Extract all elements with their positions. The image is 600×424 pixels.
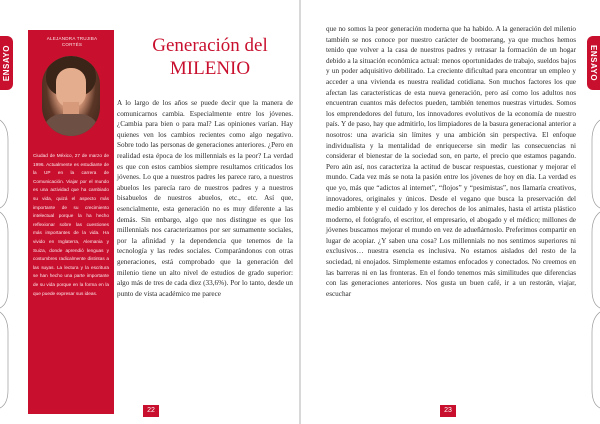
body-text-left: A lo largo de los años se puede decir que la manera de comunicarnos cambia. Especialmente entre los jóvenes. ¿Cambia para bien o para mal? Las opiniones varían. Hay quienes ven los cambios recientes como algo negativo. Sobre todo las personas de generaciones anteriores. ¿Pero en realidad esta época de los millennials es la peor? La verdad es que con estos cambios siempre resultamos criticados los jóvenes. Lo que a nuestros padres les parece raro, a nuestros abuelos les parecía raro de nuestros padres y a nuestros bisabuelos de nuestros abuelos, etc., etc. Así que, esencialmente, esta generación no es muy diferente a las demás. Sin embargo, algo que nos distingue es que los millennials nos caracterizamos por ser sumamente sociales, por la afinidad y la dependencia que tenemos de la tecnología y las redes sociales. Comparándonos con otras generaciones, está comprobado que la generación del milenio tiene un alto nivel de estudios de grado superior: algo más de tres de cada diez (33,6%). Por lo tanto, desde un punto de vista académico me parece xyxy=(117,99,293,298)
body-text-right: que no somos la peor generación moderna que ha habido. A la generación del milenio también se nos conoce por nuestro carácter de boomerang, ya que muchos hemos tenido que volver a la casa de nuestros padres y retrasar la formación de un hogar debido a la situación económica actual: menos oportunidades de trabajo, sueldos bajos y un poder adquisitivo debilitado. La creciente dificultad para encontrar un empleo y acceder a una vivienda es nuestra realidad cotidiana. Son muchos factores los que afectan las características de esta nueva generación, pero así como los adultos nos encuentran cuantos más defectos pueden, también tenemos nuestras virtudes. Somos los emprendedores del futuro, los innovadores evolutivos de la economía de nuestro país. Y de paso, hay que admitirlo, los limpiadores de la basura generacional anterior a nosotros: una avaricia sin límites y una ambición sin perspectiva. El enfoque individualista y la mentalidad de enriquecerse sin medir las consecuencias ni considerar el bienestar de la sociedad son, en parte, el precio que estamos pagando. Pero aún así, nos caracteriza la actitud de buscar respuestas, cuestionar y mejorar el mundo. Cada vez más se nota la pasión entre los jóvenes de hoy en día. La verdad es que yo, más que “adictos al internet”, “flojos” y “pesimistas”, nos llamaría creativos, innovadores, originales y únicos. Desde el vegano que busca la preservación del medio ambiente y el cuidado y los derechos de los animales, hasta el artista plástico moderno, el fotógrafo, el escritor, el empresario, el abogado y el médico; millones de jóvenes buscamos mejorar el mundo en vez de adueñárnoslo. Preferimos compartir en lugar de acopiar. ¿Y saben una cosa? Los millennials no nos sentimos superiores ni exclusivos… nuestra esencia es inclusiva. No estamos aislados del resto de la sociedad, ni enojados. Simplemente estamos enfocados y conectados. No creemos en las barreras ni en las fronteras. En el fondo tenemos más similitudes que diferencias con las generaciones anteriores. Nos gusta un buen café, ir a un restorán, viajar, escuchar xyxy=(326,25,576,298)
page-number-right: 23 xyxy=(440,405,456,417)
author-name xyxy=(30,36,114,48)
article-body-left xyxy=(117,98,293,398)
section-tab-left xyxy=(0,36,13,90)
section-tab-label: ENSAYO xyxy=(589,44,598,82)
section-tab-right xyxy=(587,36,600,90)
article-body-right xyxy=(326,24,576,399)
article-title-line2: MILENIO xyxy=(169,58,251,79)
author-photo xyxy=(42,56,100,136)
author-bio: Ciudad de México, 27 de marzo de 1996. Actualmente es estudiante de la UP en la carrera de Comunicación. Viajar por el mundo es una actividad que ha cambiado su vida, quizá el aspecto más importante de su crecimiento intelectual porque la ha hecho reflexionar sobre las cuestiones más importantes de la vida. Ha vivido en Inglaterra, Alemania y Suiza, donde aprendió lenguas y costumbres radicalmente distintas a las suyas. La lectura y la escritura se han hecho una parte importante de su vida porque en la forma en la que puede expresar sus ideas. xyxy=(33,153,109,296)
author-name-line1: ALEJANDRA TRUJIBA xyxy=(46,36,98,41)
article-title xyxy=(120,34,300,80)
author-name-line2: CORTÉS xyxy=(61,42,83,47)
article-title-line1: Generación del xyxy=(152,35,268,56)
page-number-left: 22 xyxy=(143,405,159,417)
section-tab-label: ENSAYO xyxy=(2,44,11,82)
